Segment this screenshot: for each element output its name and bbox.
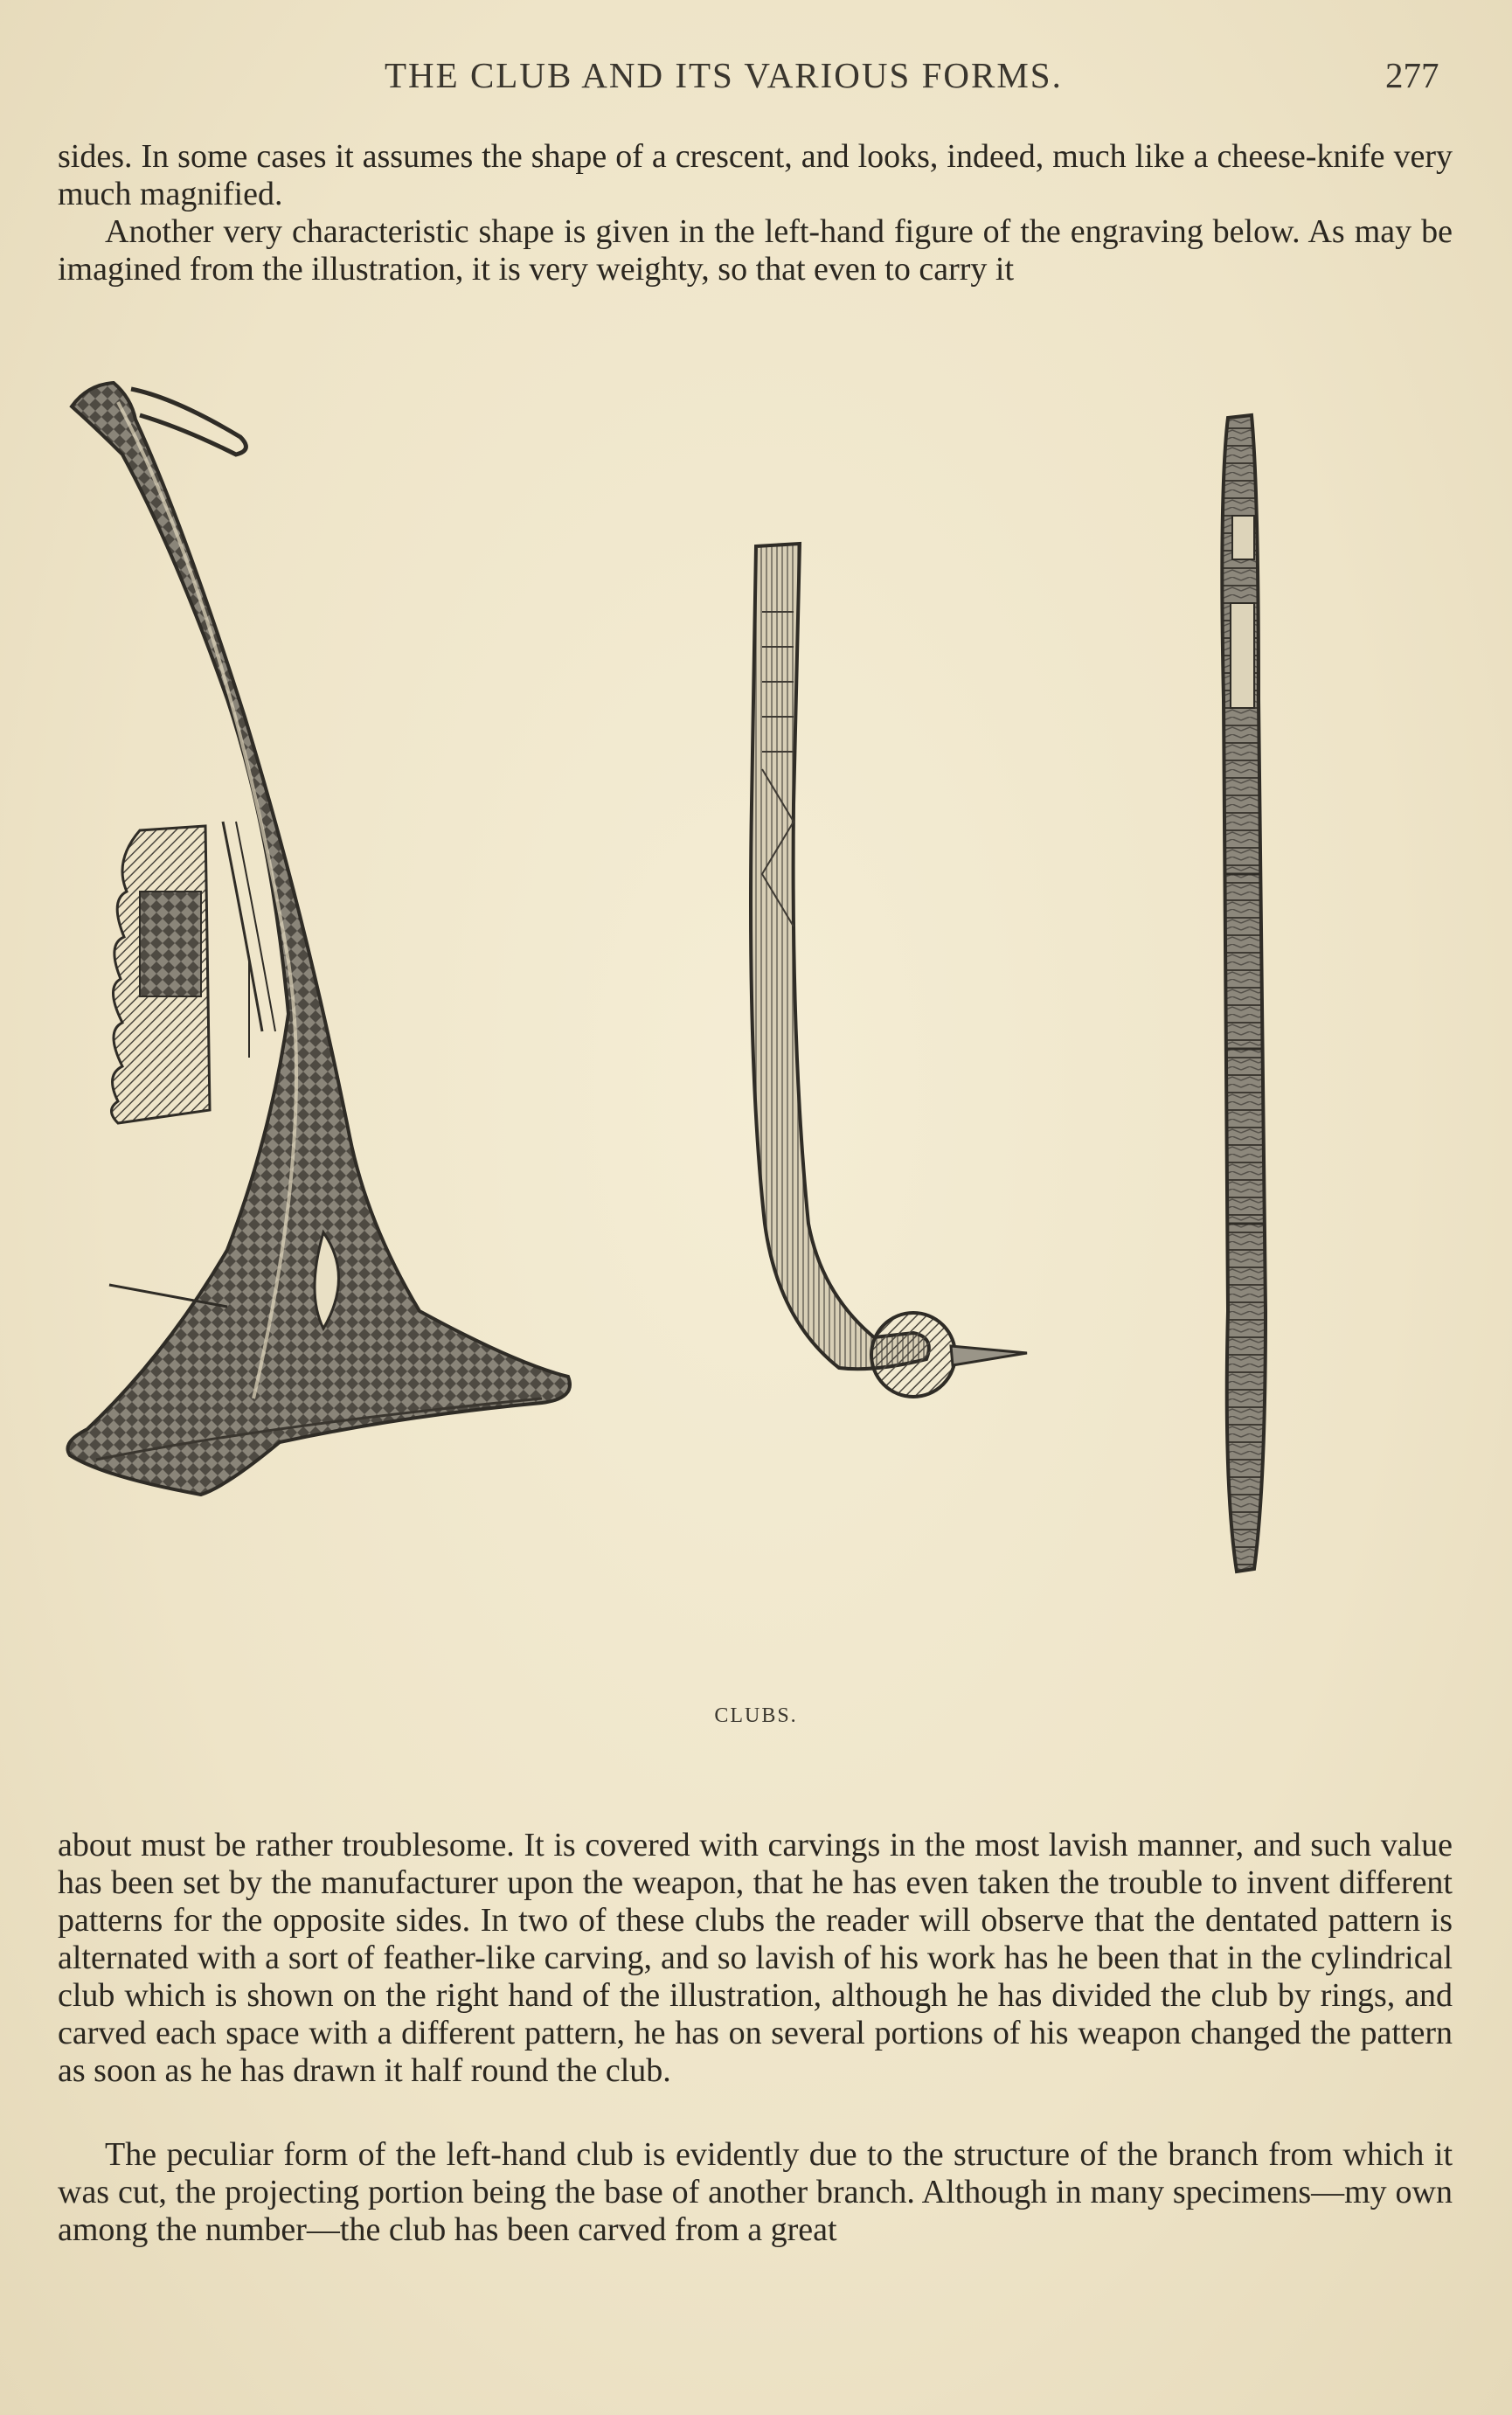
paragraph-text: sides. In some cases it assumes the shape of a crescent, and looks, indeed, much like a cheese-knife very much magnified. [58,138,1453,212]
paragraph-text: about must be rather troublesome. It is covered with carvings in the most lavish manner, and such value has been set by the manufacturer upon the weapon, that he has even taken the trouble to invent different patterns for the opposite sides. In two of these clubs the reader will observe that the dentated pattern is alternated with a sort of feather-like carving, and so lavish of his work has he been that in the cylindrical club which is shown on the right hand of the illustration, although he has divided the club by rings, and carved each space with a different pattern, he has on several portions of his weapon changed the pattern as soon as he has drawn it half round the club. [58,1827,1453,2089]
clubs-engraving [52,350,1468,1696]
paragraph-text: Another very characteristic shape is given in the left-hand figure of the engraving below. As may be imagined from the illustration, it is very weighty, so that even to carry it [58,213,1453,288]
page-number: 277 [1385,55,1439,95]
paragraph-text: The peculiar form of the left-hand club is evidently due to the structure of the branch from which it was cut, the projecting portion being the base of another branch. Although in many specimens—my own among the number—the club has been carved from a great [58,2136,1453,2248]
paragraph-continuation [58,1827,1453,2090]
paragraph [58,2136,1453,2249]
figure-caption: CLUBS. [714,1704,798,1727]
paragraph [58,213,1453,288]
cylindrical-club-illustration [1222,415,1266,1572]
paragraph-continuation [58,138,1453,213]
running-title: THE CLUB AND ITS VARIOUS FORMS. [385,55,1063,95]
running-head [0,54,1512,107]
hooked-club-illustration [751,544,1027,1397]
left-club-illustration [68,383,571,1495]
